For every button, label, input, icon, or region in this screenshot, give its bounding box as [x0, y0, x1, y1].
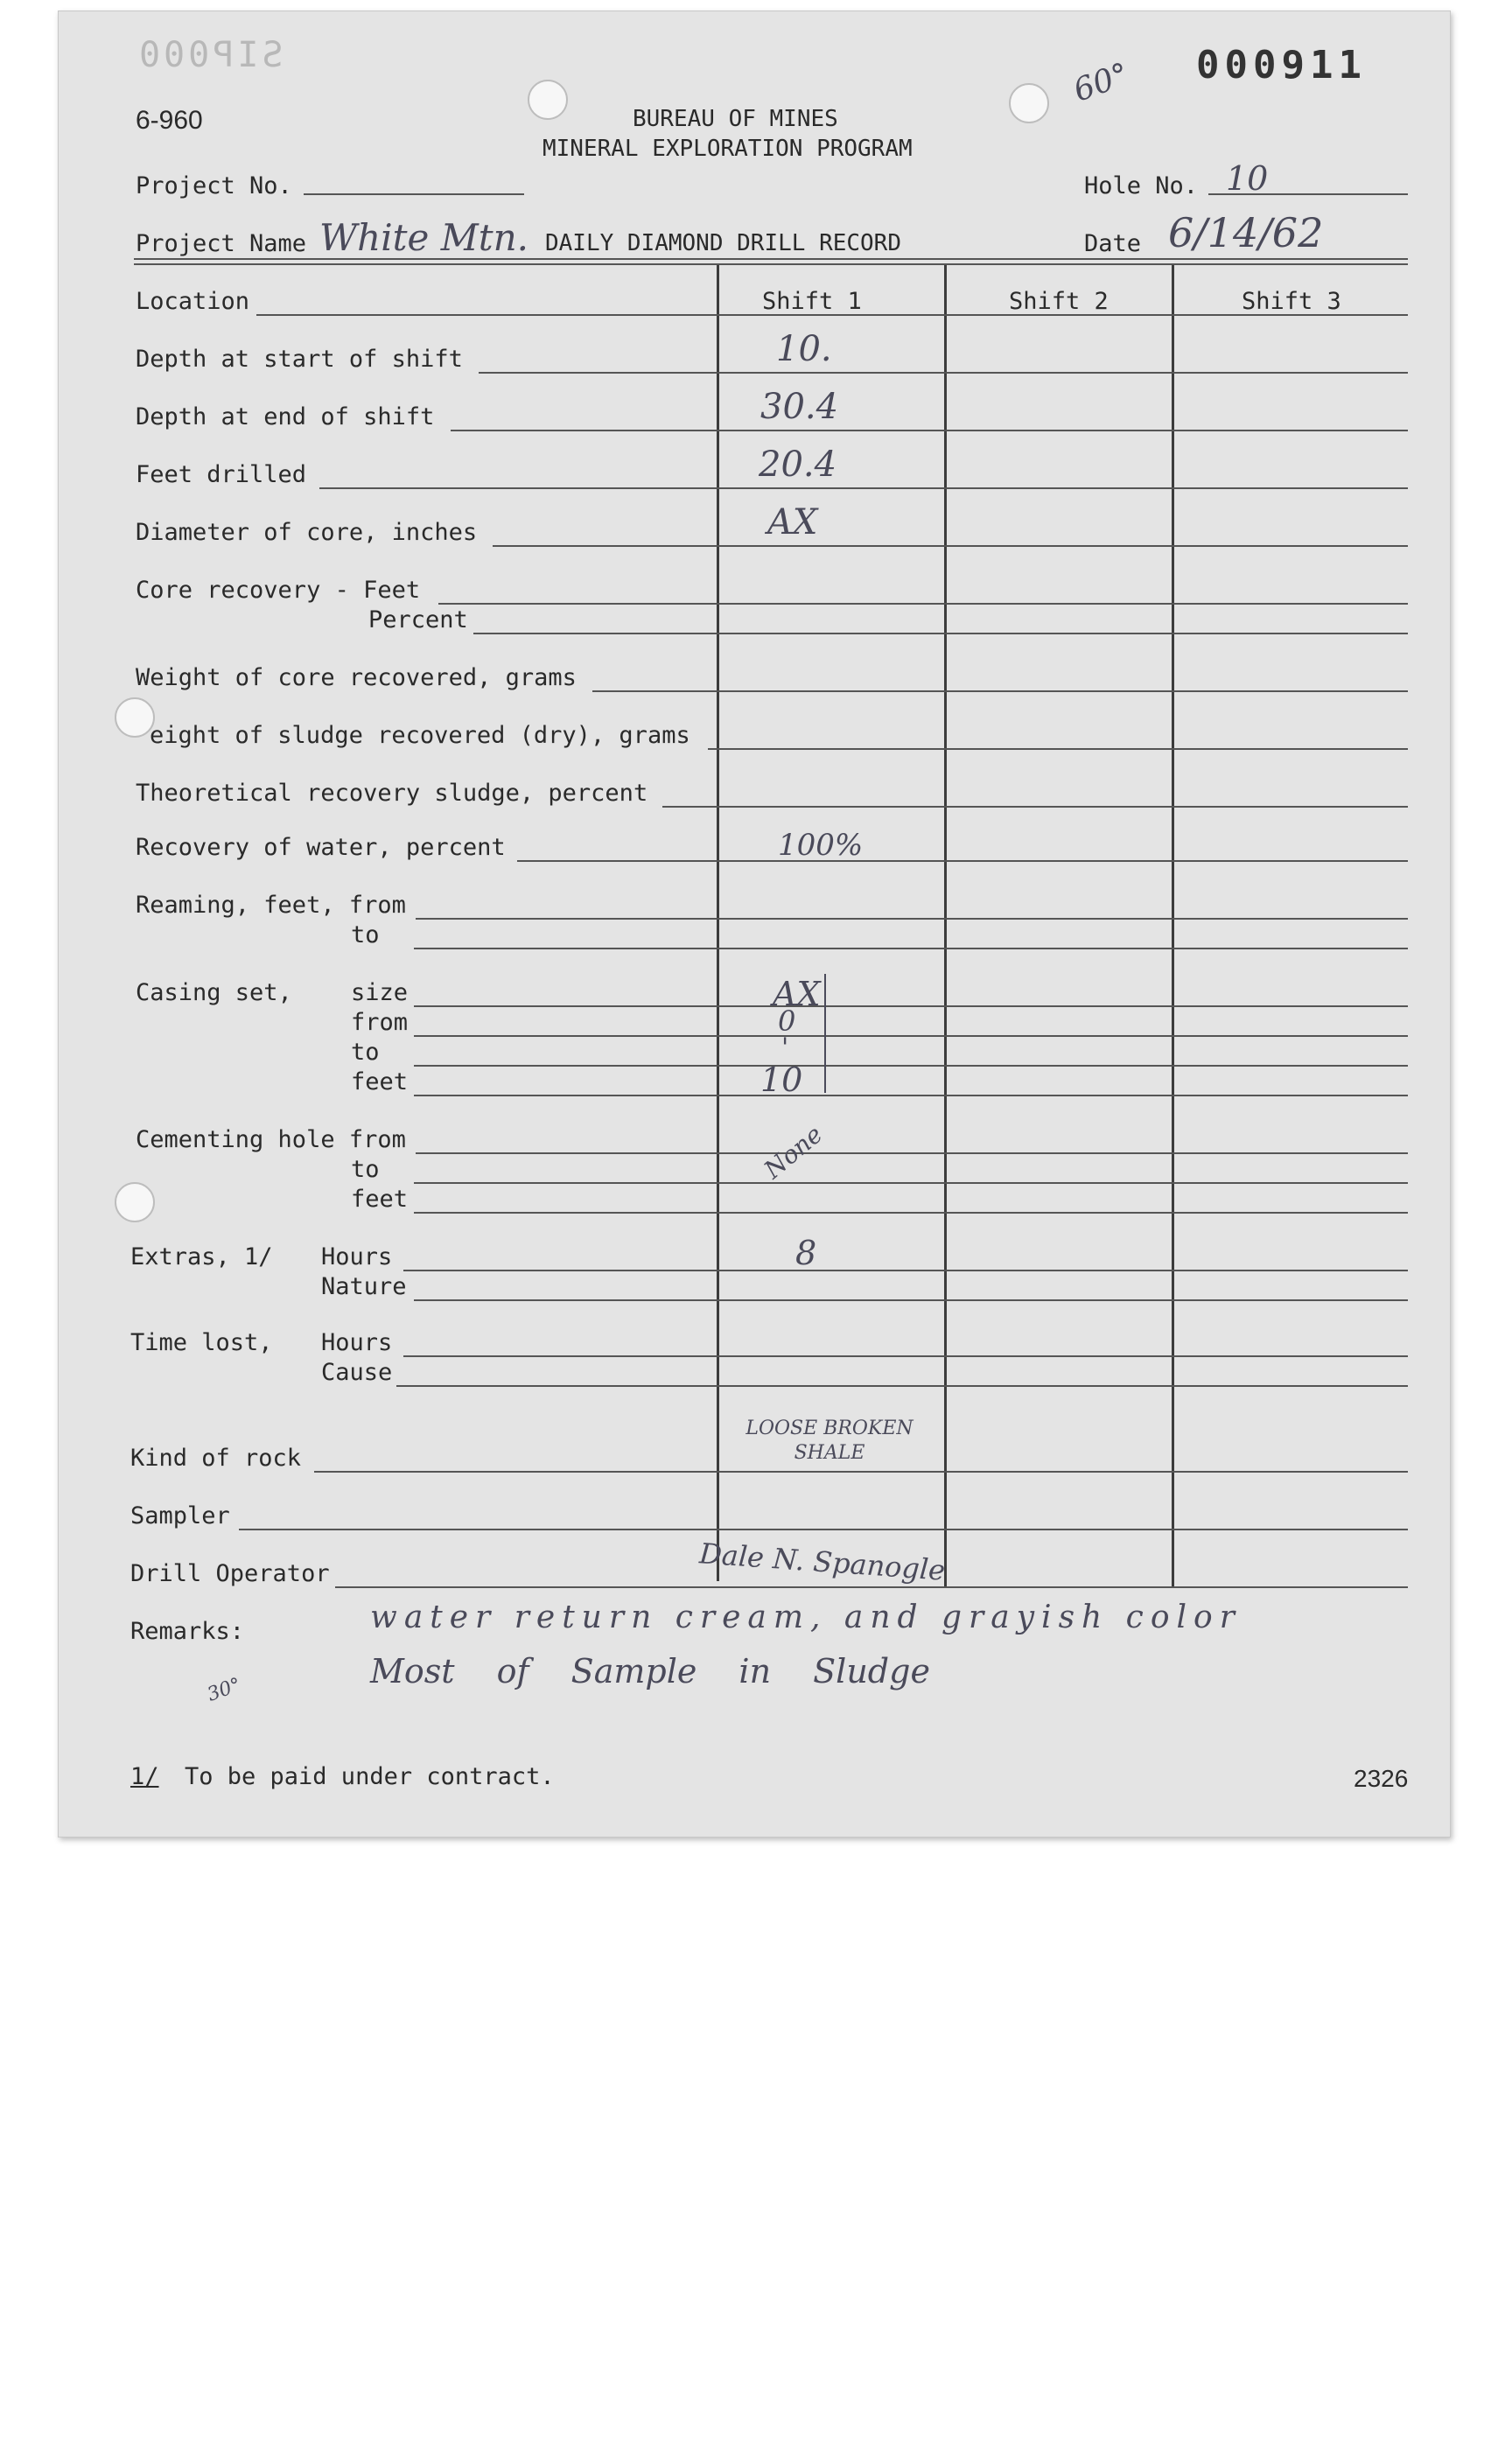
row-label-casing-feet: feet [351, 1068, 409, 1096]
form-title: DAILY DIAMOND DRILL RECORD [545, 230, 901, 256]
header-rule-bottom [134, 263, 1408, 265]
row-label-theoretical-sludge: Theoretical recovery sludge, percent [136, 780, 648, 807]
punch-hole-top-right [1009, 83, 1049, 123]
project-name-label: Project Name [136, 230, 307, 257]
project-no-label: Project No. [136, 172, 292, 200]
margin-note: 30° [204, 1674, 244, 1706]
row-label-sampler: Sampler [130, 1502, 230, 1530]
value-casing-feet: 10 [760, 1060, 803, 1099]
value-water-recovery: 100% [778, 828, 864, 863]
date-value: 6/14/62 [1168, 209, 1324, 256]
value-feet-drilled: 20.4 [759, 444, 837, 485]
row-label-core-weight: Weight of core recovered, grams [136, 664, 577, 691]
row-label-time-lost-cause: Cause [321, 1359, 393, 1386]
row-label-cementing-feet: feet [351, 1186, 409, 1213]
drill-record-form [58, 10, 1451, 1838]
value-core-diameter: AX [767, 502, 818, 542]
row-label-depth-end: Depth at end of shift [136, 403, 435, 430]
column-divider-3 [1172, 265, 1174, 1586]
column-header-shift-2: Shift 2 [1009, 288, 1109, 315]
row-label-cementing-to: to [351, 1156, 380, 1183]
row-label-core-recovery-feet: Core recovery - Feet [136, 577, 421, 604]
value-extras-hours: 8 [795, 1234, 817, 1272]
row-label-time-lost: Time lost, [130, 1329, 273, 1356]
casing-bracket [822, 974, 830, 1096]
value-cementing: None [758, 1119, 829, 1185]
page-code: 2326 [1354, 1765, 1409, 1792]
row-label-casing-size: size [351, 979, 409, 1006]
value-drill-operator: Dale N. Spanogle [698, 1536, 947, 1587]
row-label-feet-drilled: Feet drilled [136, 461, 307, 488]
remarks-line-2: Most of Sample in Sludge [370, 1652, 930, 1690]
punch-hole-top-left [528, 80, 568, 120]
date-label: Date [1084, 230, 1142, 257]
punch-hole-side-lower [115, 1182, 155, 1222]
value-casing-to: ' [781, 1032, 789, 1063]
row-label-reaming-from: Reaming, feet, from [136, 892, 406, 919]
angle-note: 60° [1068, 56, 1134, 109]
hole-no-value: 10 [1226, 159, 1269, 198]
column-header-shift-3: Shift 3 [1242, 288, 1341, 315]
row-label-casing-to: to [351, 1039, 380, 1066]
row-label-reaming-to: to [351, 921, 380, 948]
ghost-number: SIP000 [136, 35, 284, 75]
remarks-line-1: water return cream, and grayish color [370, 1600, 1242, 1635]
row-label-casing-from: from [351, 1009, 409, 1036]
column-divider-1 [717, 265, 719, 1581]
project-name-value: White Mtn. [319, 216, 529, 259]
row-label-kind-of-rock: Kind of rock [130, 1445, 302, 1472]
row-label-sludge-weight: eight of sludge recovered (dry), grams [150, 722, 690, 749]
row-label-core-recovery-percent: Percent [368, 606, 468, 634]
value-kind-of-rock: LOOSE BROKEN SHALE [746, 1418, 914, 1464]
program-title: MINERAL EXPLORATION PROGRAM [542, 136, 913, 162]
hole-no-label: Hole No. [1084, 172, 1199, 200]
column-divider-2 [944, 265, 947, 1586]
form-number: 6-960 [136, 106, 203, 135]
row-label-depth-start: Depth at start of shift [136, 346, 463, 373]
row-label-extras: Extras, 1/ [130, 1243, 273, 1270]
row-label-drill-operator: Drill Operator [130, 1560, 330, 1587]
row-label-extras-nature: Nature [321, 1273, 407, 1300]
row-label-location: Location [136, 288, 250, 315]
footnote-text: To be paid under contract. [185, 1763, 555, 1790]
header-rule-top [134, 258, 1408, 260]
agency-title: BUREAU OF MINES [633, 106, 838, 132]
row-label-core-diameter: Diameter of core, inches [136, 519, 478, 546]
remarks-label: Remarks: [130, 1618, 245, 1645]
row-label-extras-hours: Hours [321, 1243, 393, 1270]
row-label-water-recovery: Recovery of water, percent [136, 834, 506, 861]
value-depth-end: 30.4 [760, 387, 839, 427]
row-label-cementing-from: Cementing hole from [136, 1126, 406, 1153]
document-number: 000911 [1196, 43, 1367, 88]
value-casing-from: 0 [778, 1004, 796, 1038]
column-header-shift-1: Shift 1 [762, 288, 862, 315]
row-label-casing-set: Casing set, [136, 979, 292, 1006]
footnote-mark: 1/ [130, 1763, 159, 1790]
row-label-time-lost-hours: Hours [321, 1329, 393, 1356]
value-casing-size: AX [773, 975, 821, 1013]
value-depth-start: 10. [776, 329, 832, 369]
